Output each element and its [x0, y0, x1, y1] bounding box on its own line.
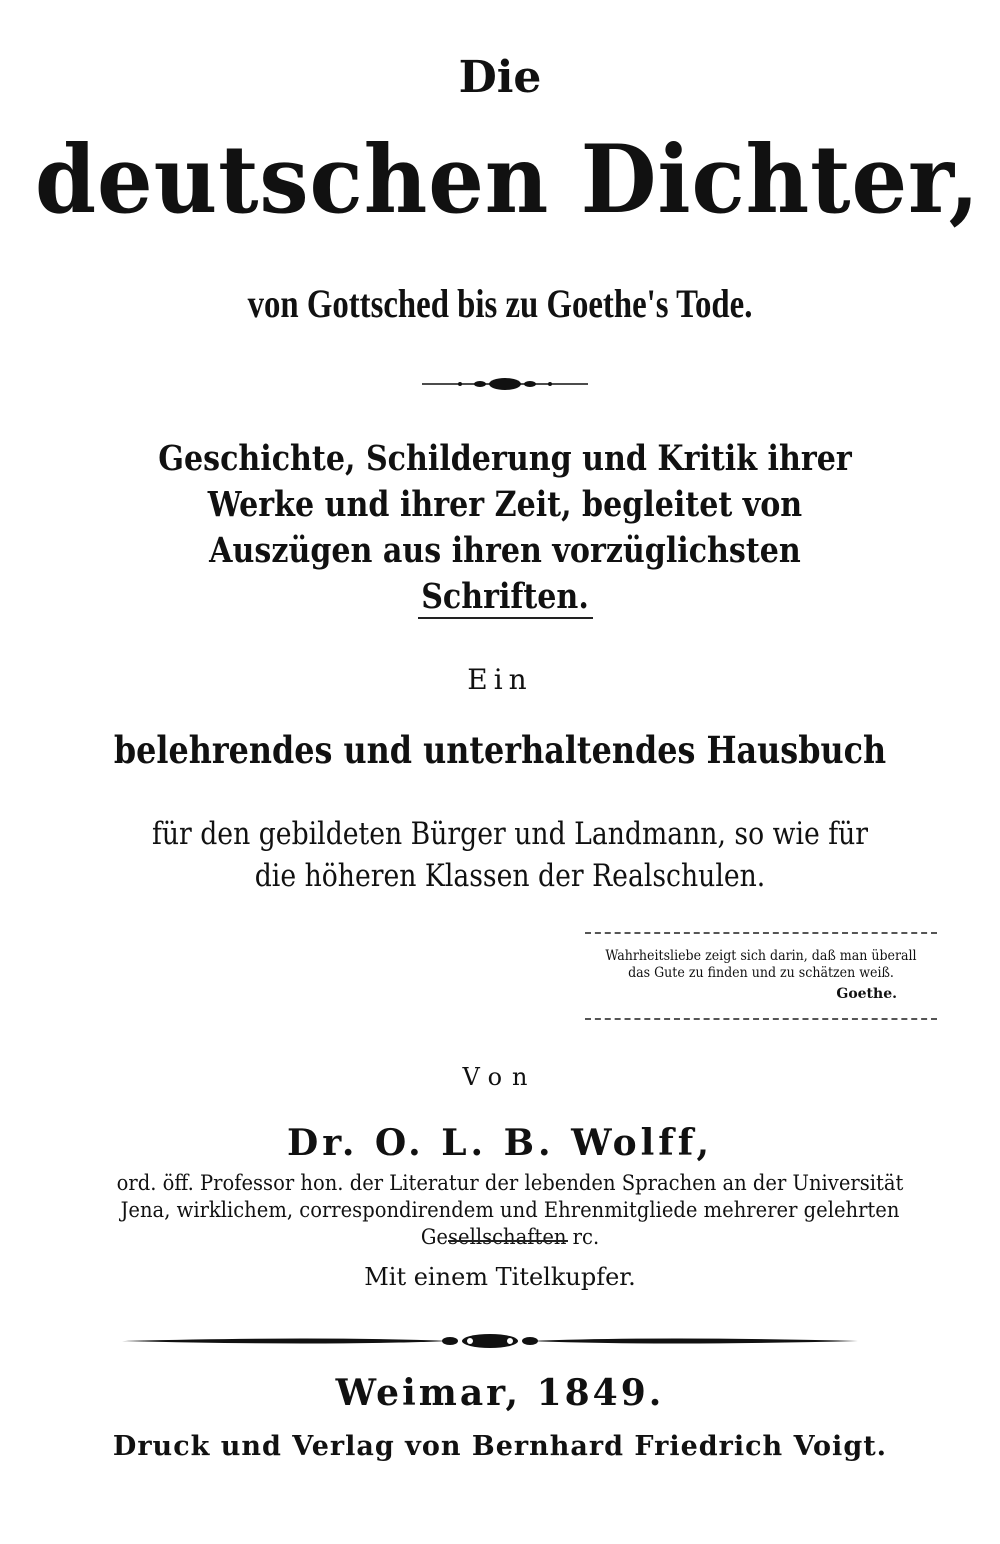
- divider-short-rule: [448, 1240, 568, 1242]
- motto-rule-top: [585, 932, 937, 934]
- motto-rule-bottom: [585, 1018, 937, 1020]
- description: Geschichte, Schilderung und Kritik ihrer Werke und ihrer Zeit, begleitet von Auszügen aus ihren vorzüglichsten Schriften.: [158, 438, 852, 617]
- plate-note: Mit einem Titelkupfer.: [364, 1263, 636, 1291]
- place-year: Weimar, 1849.: [335, 1372, 665, 1414]
- divider-rule: [418, 617, 593, 619]
- publisher: Druck und Verlag von Bernhard Friedrich Voigt.: [112, 1431, 888, 1462]
- ornament-divider-bottom: [120, 1330, 860, 1352]
- ein-label: Ein: [467, 663, 533, 696]
- title-article: Die: [458, 52, 542, 103]
- hausbuch-line: belehrendes und unterhaltendes Hausbuch: [113, 728, 887, 772]
- von-label: Von: [462, 1063, 538, 1091]
- author-credentials: ord. öff. Professor hon. der Literatur der lebenden Sprachen an der Universität Jena, wirklichem, correspondirendem und Ehrenmitgliede mehrerer gelehrten Gesellschaften rc.: [116, 1171, 904, 1249]
- motto-box: [585, 932, 937, 1020]
- author-name: Dr. O. L. B. Wolff,: [286, 1122, 714, 1164]
- motto-text: Wahrheitsliebe zeigt sich darin, daß man überall das Gute zu finden und zu schätzen weiß.: [605, 948, 917, 981]
- motto-author: Goethe.: [836, 986, 897, 1002]
- audience-text: für den gebildeten Bürger und Landmann, so wie für die höheren Klassen der Realschulen.: [151, 816, 869, 894]
- subtitle: von Gottsched bis zu Goethe's Tode.: [247, 281, 753, 326]
- main-title: deutschen Dichter,: [35, 125, 980, 235]
- ornament-divider-top: [420, 375, 590, 393]
